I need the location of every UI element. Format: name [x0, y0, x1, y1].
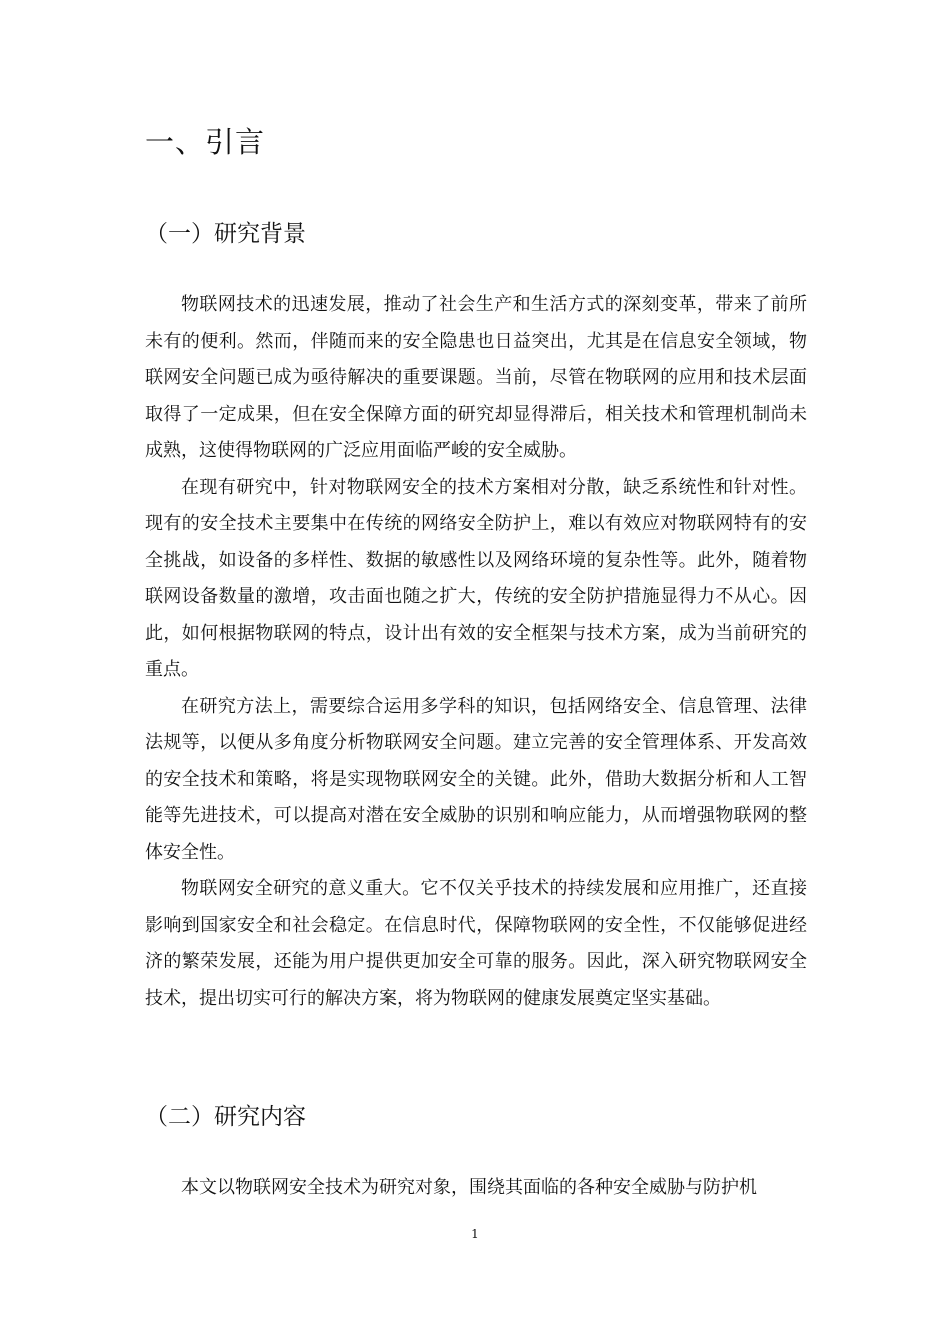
paragraph: 在现有研究中，针对物联网安全的技术方案相对分散，缺乏系统性和针对性。现有的安全技术主要集中在传统的网络安全防护上，难以有效应对物联网特有的安全挑战，如设备的多样性、数据的敏感性以及网络环境的复杂性等。此外，随着物联网设备数量的激增，攻击面也随之扩大，传统的安全防护措施显得力不从心。因此，如何根据物联网的特点，设计出有效的安全框架与技术方案，成为当前研究的重点。	[145, 476, 807, 680]
section-heading-content: （二）研究内容	[145, 1104, 306, 1130]
paragraph: 在研究方法上，需要综合运用多学科的知识，包括网络安全、信息管理、法律法规等，以便从多角度分析物联网安全问题。建立完善的安全管理体系、开发高效的安全技术和策略，将是实现物联网安全的关键。此外，借助大数据分析和人工智能等先进技术，可以提高对潜在安全威胁的识别和响应能力，从而增强物联网的整体安全性。	[145, 695, 807, 863]
section-body-background	[145, 287, 807, 1017]
section-heading-background: （一）研究背景	[145, 221, 306, 247]
chapter-title: 一、引言	[145, 125, 266, 159]
paragraph: 本文以物联网安全技术为研究对象，围绕其面临的各种安全威胁与防护机	[181, 1177, 757, 1198]
paragraph: 物联网技术的迅速发展，推动了社会生产和生活方式的深刻变革，带来了前所未有的便利。然而，伴随而来的安全隐患也日益突出，尤其是在信息安全领域，物联网安全问题已成为亟待解决的重要课题。当前，尽管在物联网的应用和技术层面取得了一定成果，但在安全保障方面的研究却显得滞后，相关技术和管理机制尚未成熟，这使得物联网的广泛应用面临严峻的安全威胁。	[145, 294, 807, 461]
paragraph: 物联网安全研究的意义重大。它不仅关乎技术的持续发展和应用推广，还直接影响到国家安全和社会稳定。在信息时代，保障物联网的安全性，不仅能够促进经济的繁荣发展，还能为用户提供更加安全可靠的服务。因此，深入研究物联网安全技术，提出切实可行的解决方案，将为物联网的健康发展奠定坚实基础。	[145, 878, 807, 1009]
section-body-content	[145, 1170, 807, 1207]
page-number: 1	[471, 1227, 479, 1241]
